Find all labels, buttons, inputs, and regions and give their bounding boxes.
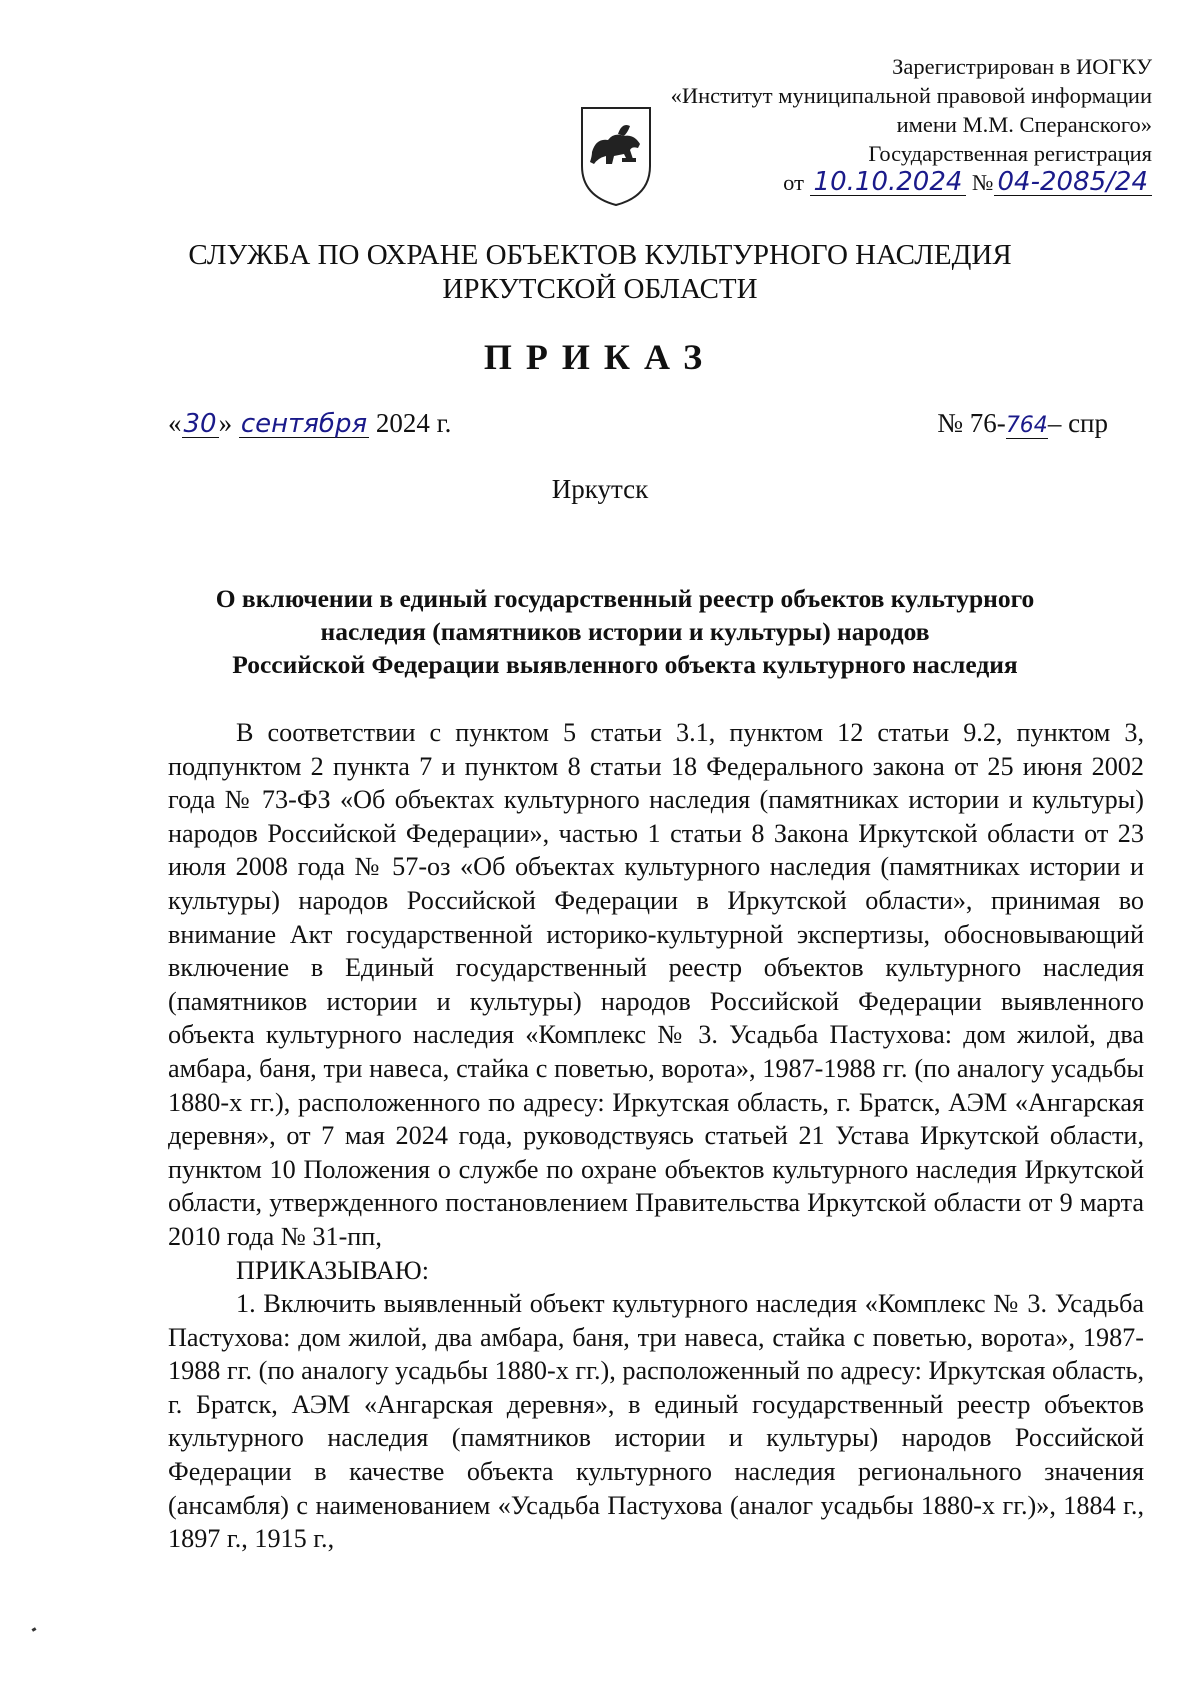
agency-name-line-1: СЛУЖБА ПО ОХРАНЕ ОБЪЕКТОВ КУЛЬТУРНОГО НАСЛЕДИЯ: [188, 239, 1012, 271]
order-year: 2024 г.: [375, 408, 452, 438]
agency-name: [0, 238, 1200, 306]
order-number-suffix: – спр: [1047, 408, 1108, 438]
city: Иркутск: [551, 474, 649, 504]
irkutsk-coat-of-arms-icon: [578, 104, 654, 208]
title-line-1: О включении в единый государственный реестр объектов культурного: [215, 584, 1035, 613]
scan-speck: [32, 1627, 37, 1632]
order-month: сентября: [240, 409, 368, 439]
registration-date-prefix: от: [783, 170, 804, 195]
registration-number-prefix: №: [972, 170, 994, 195]
registration-stamp: [592, 52, 1152, 197]
registration-line-4: Государственная регистрация: [868, 141, 1152, 166]
registration-date-line: [592, 168, 1152, 197]
order-day: 30: [183, 409, 217, 439]
title-line-2: наследия (памятников истории и культуры) народов: [320, 617, 930, 646]
order-number-handwritten: 764: [1005, 413, 1048, 438]
title-line-3: Российской Федерации выявленного объекта культурного наследия: [232, 650, 1018, 679]
registration-number: 04-2085/24: [994, 169, 1152, 196]
document-type: ПРИКАЗ: [483, 337, 717, 377]
order-item-1: 1. Включить выявленный объект культурного наследия «Комплекс № 3. Усадьба Пастухова: дом жилой, два амбара, баня, три навеса, стайка с поветью, ворота», 1987-1988 гг. (по аналогу усадьбы 1880-х гг.), расположенный по адресу: Иркутская область, г. Братск, АЭМ «Ангарская деревня», в единый государственный реестр объектов культурного наследия (памятников истории и культуры) народов Российской Федерации в качестве объекта культурного наследия регионального значения (ансамбля) с наименованием «Усадьба Пастухова (аналог усадьбы 1880-х гг.)», 1884 г., 1897 г., 1915 г.,: [168, 1289, 1144, 1554]
order-number-prefix: № 76-: [937, 408, 1006, 438]
registration-date: 10.10.2024: [810, 169, 967, 196]
quote-open: «: [168, 408, 182, 438]
order-title: [150, 582, 1100, 681]
quote-close: »: [218, 408, 233, 438]
registration-line-2: «Институт муниципальной правовой информации: [670, 83, 1152, 108]
agency-name-line-2: ИРКУТСКОЙ ОБЛАСТИ: [442, 273, 758, 305]
order-word: ПРИКАЗЫВАЮ:: [236, 1255, 429, 1285]
order-number: [937, 408, 1108, 439]
preamble-paragraph: В соответствии с пунктом 5 статьи 3.1, пунктом 12 статьи 9.2, пунктом 3, подпунктом 2 пункта 7 и пунктом 8 статьи 18 Федерального закона от 25 июня 2002 года № 73-ФЗ «Об объектах культурного наследия (памятниках истории и культуры) народов Российской Федерации», частью 1 статьи 8 Закона Иркутской области от 23 июля 2008 года № 57-оз «Об объектах культурного наследия (памятниках истории и культуры) народов Российской Федерации в Иркутской области», принимая во внимание Акт государственной историко-культурной экспертизы, обосновывающий включение в Единый государственный реестр объектов культурного наследия (памятников истории и культуры) народов Российской Федерации выявленного объекта культурного наследия «Комплекс № 3. Усадьба Пастухова: дом жилой, два амбара, баня, три навеса, стайка с поветью, ворота», 1987-1988 гг. (по аналогу усадьбы 1880-х гг.), расположенного по адресу: Иркутская область, г. Братск, АЭМ «Ангарская деревня», от 7 мая 2024 года, руководствуясь статьей 21 Устава Иркутской области, пунктом 10 Положения о службе по охране объектов культурного наследия Иркутской области, утвержденного постановлением Правительства Иркутской области от 9 марта 2010 года № 31-пп,: [168, 718, 1144, 1251]
order-date: [168, 408, 451, 439]
order-body: [168, 716, 1144, 1556]
registration-line-3: имени М.М. Сперанского»: [896, 112, 1152, 137]
registration-line-1: Зарегистрирован в ИОГКУ: [892, 54, 1152, 79]
